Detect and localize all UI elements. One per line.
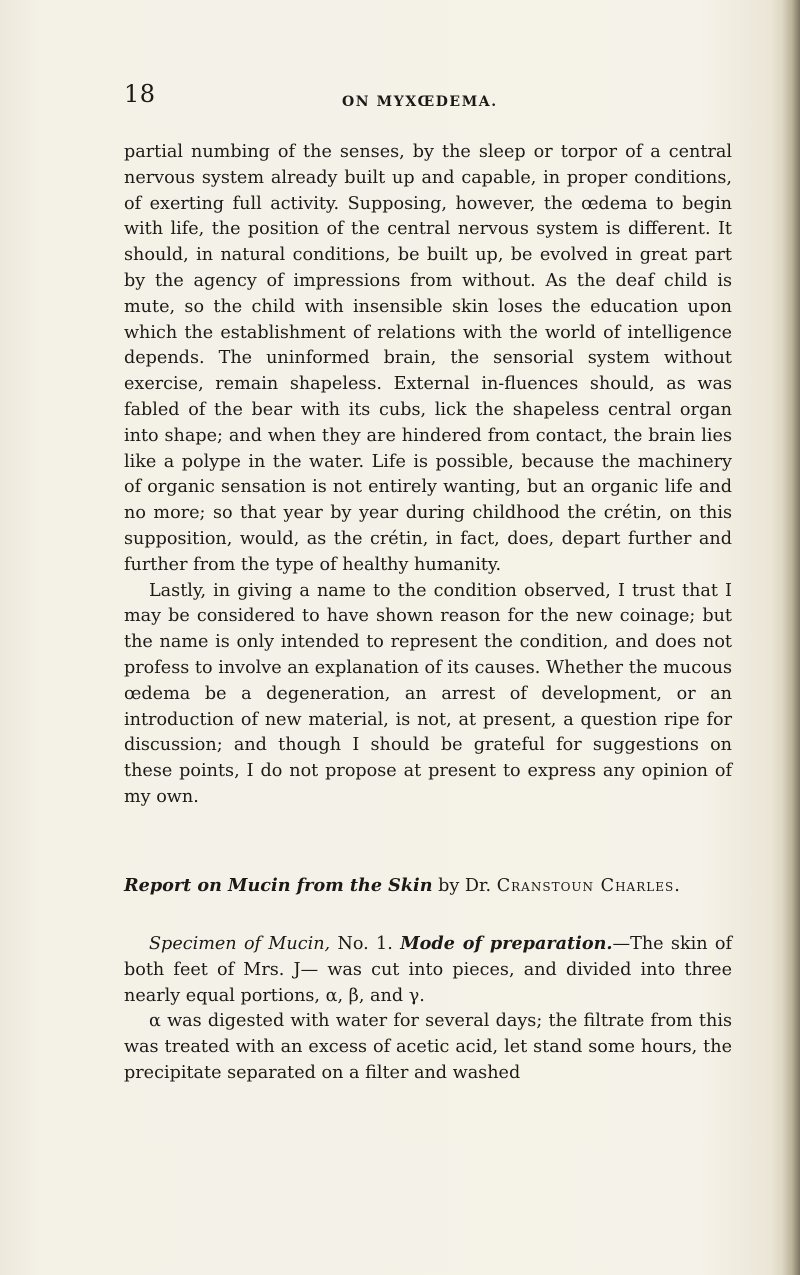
alpha-paragraph: α was digested with water for several days; the filtrate from this was treated with an excess of acetic acid, let stand some hours, the precipitate separated on a filter and washed — [124, 1011, 732, 1083]
report-title: Report on Mucin from the Skin — [124, 875, 433, 896]
main-text — [124, 140, 732, 811]
specimen-number: No. 1. — [330, 934, 401, 954]
paragraph-continuation: partial numbing of the senses, by the sleep or torpor of a central nervous system already built up and capable, in proper conditions, of exerting full activity. Supposing, however, the œdema to begin with life, the position of the central nervous system is different. It should, in natural conditions, be built up, be evolved in great part by the agency of impressions from without. As the deaf child is mute, so the child with insensible skin loses the education upon which the establishment of relations with the world of intelligence depends. The uninformed brain, the sensorial system without exercise, remain shapeless. External in-fluences should, as was fabled of the bear with its cubs, lick the shapeless central organ into shape; and when they are hindered from contact, the brain lies like a polype in the water. Life is possible, because the machinery of organic sensation is not entirely wanting, but an organic life and no more; so that year by year during childhood the crétin, on this supposition, would, as the crétin, in fact, does, depart further and further from the type of healthy humanity. — [124, 142, 732, 575]
report-author: Cranstoun Charles. — [496, 876, 681, 896]
running-title: ON MYXŒDEMA. — [342, 94, 498, 110]
specimen-section — [124, 931, 732, 1087]
mode-of-preparation: Mode of preparation. — [400, 933, 613, 954]
report-heading — [124, 873, 732, 899]
specimen-text: —The skin of both feet of Mrs. J— was cut into pieces, and divided into three nearly equal portions, α, β, and γ. — [124, 934, 732, 1006]
paragraph-lastly: Lastly, in giving a name to the condition observed, I trust that I may be considered to have shown reason for the new coinage; but the name is only intended to represent the condition, and does not profess to involve an explanation of its causes. Whether the mucous œdema be a degeneration, an arrest of development, or an introduction of new material, is not, at present, a question ripe for discussion; and though I should be grateful for suggestions on these points, I do not propose at present to express any opinion of my own. — [124, 580, 732, 807]
specimen-label: Specimen of Mucin, — [149, 934, 331, 954]
page-number: 18 — [124, 80, 156, 108]
page-header — [124, 80, 724, 116]
report-by: by Dr. — [432, 876, 497, 896]
page-edge-shadow — [782, 0, 800, 1275]
specimen-paragraph — [124, 931, 732, 1009]
